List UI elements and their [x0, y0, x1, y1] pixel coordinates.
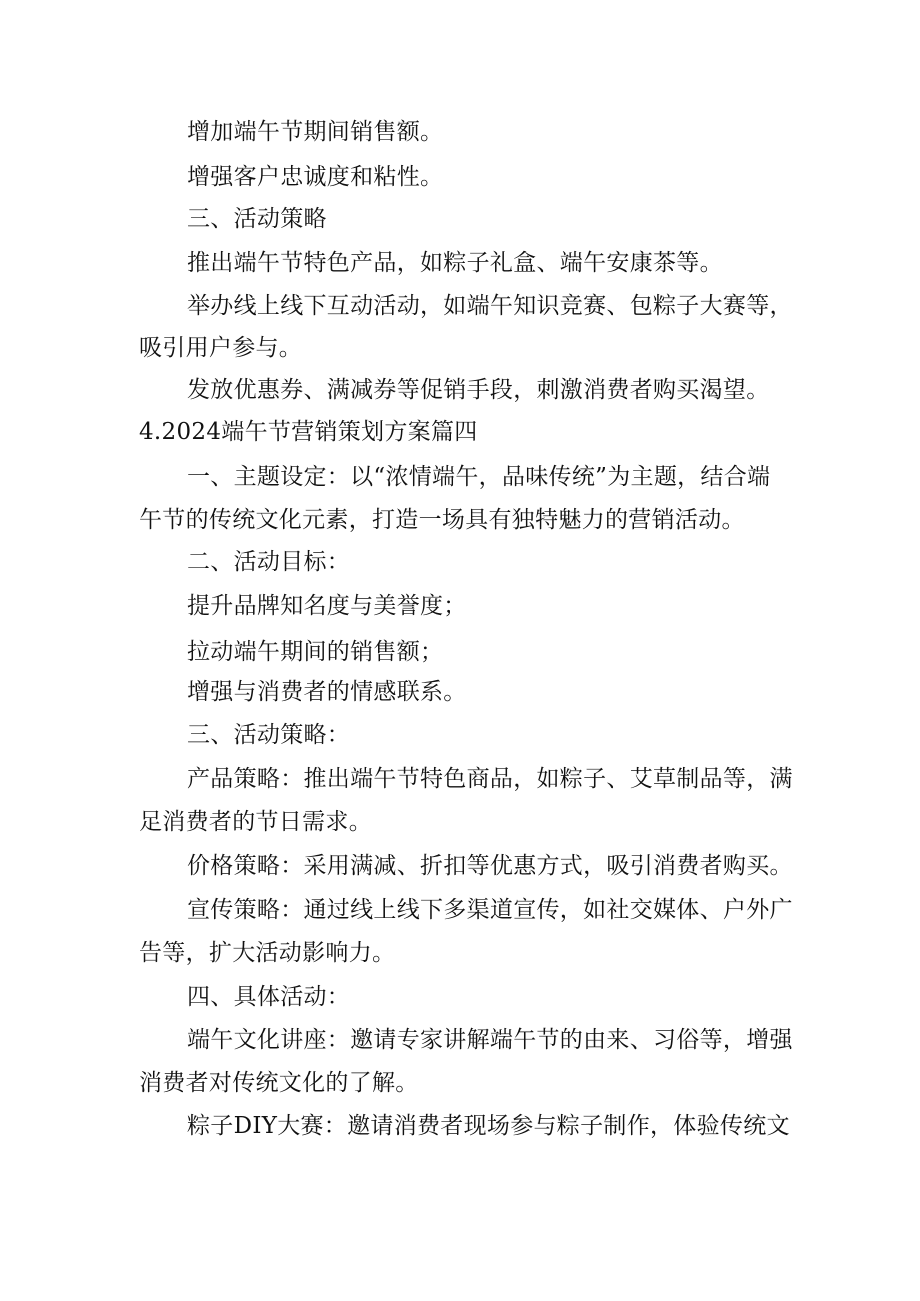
paragraph-line: 推出端午节特色产品，如粽子礼盒、端午安康茶等。 — [187, 250, 723, 276]
paragraph-line: 粽子DIY大赛：邀请消费者现场参与粽子制作，体验传统文 — [187, 1113, 790, 1139]
paragraph-line: 产品策略：推出端午节特色商品，如粽子、艾草制品等，满 — [187, 766, 793, 792]
article-heading: 4.2024端午节营销策划方案篇四 — [139, 419, 478, 445]
section-heading: 四、具体活动： — [187, 984, 351, 1010]
section-heading: 二、活动目标： — [187, 549, 351, 575]
paragraph-line: 告等，扩大活动影响力。 — [139, 940, 396, 966]
section-heading: 三、活动策略 — [187, 206, 327, 232]
paragraph-line: 足消费者的节日需求。 — [139, 809, 372, 835]
paragraph-line: 增加端午节期间销售额。 — [187, 119, 444, 145]
paragraph-line: 宣传策略：通过线上线下多渠道宣传，如社交媒体、户外广 — [187, 897, 793, 923]
list-item: 提升品牌知名度与美誉度； — [187, 593, 467, 619]
section-heading: 三、活动策略： — [187, 722, 351, 748]
list-item: 增强与消费者的情感联系。 — [187, 679, 467, 705]
paragraph-line: 端午文化讲座：邀请专家讲解端午节的由来、习俗等，增强 — [187, 1027, 793, 1053]
paragraph-line: 一、主题设定：以“浓情端午，品味传统”为主题，结合端 — [187, 464, 771, 490]
paragraph-line: 发放优惠券、满减券等促销手段，刺激消费者购买渴望。 — [187, 377, 770, 403]
list-item: 拉动端午期间的销售额； — [187, 639, 444, 665]
paragraph-line: 增强客户忠诚度和粘性。 — [187, 164, 444, 190]
paragraph-line: 价格策略：采用满减、折扣等优惠方式，吸引消费者购买。 — [187, 853, 793, 879]
paragraph-line: 午节的传统文化元素，打造一场具有独特魅力的营销活动。 — [139, 507, 745, 533]
paragraph-line: 消费者对传统文化的了解。 — [139, 1070, 419, 1096]
paragraph-line: 举办线上线下互动活动，如端午知识竞赛、包粽子大赛等， — [187, 293, 793, 319]
paragraph-line: 吸引用户参与。 — [139, 335, 303, 361]
